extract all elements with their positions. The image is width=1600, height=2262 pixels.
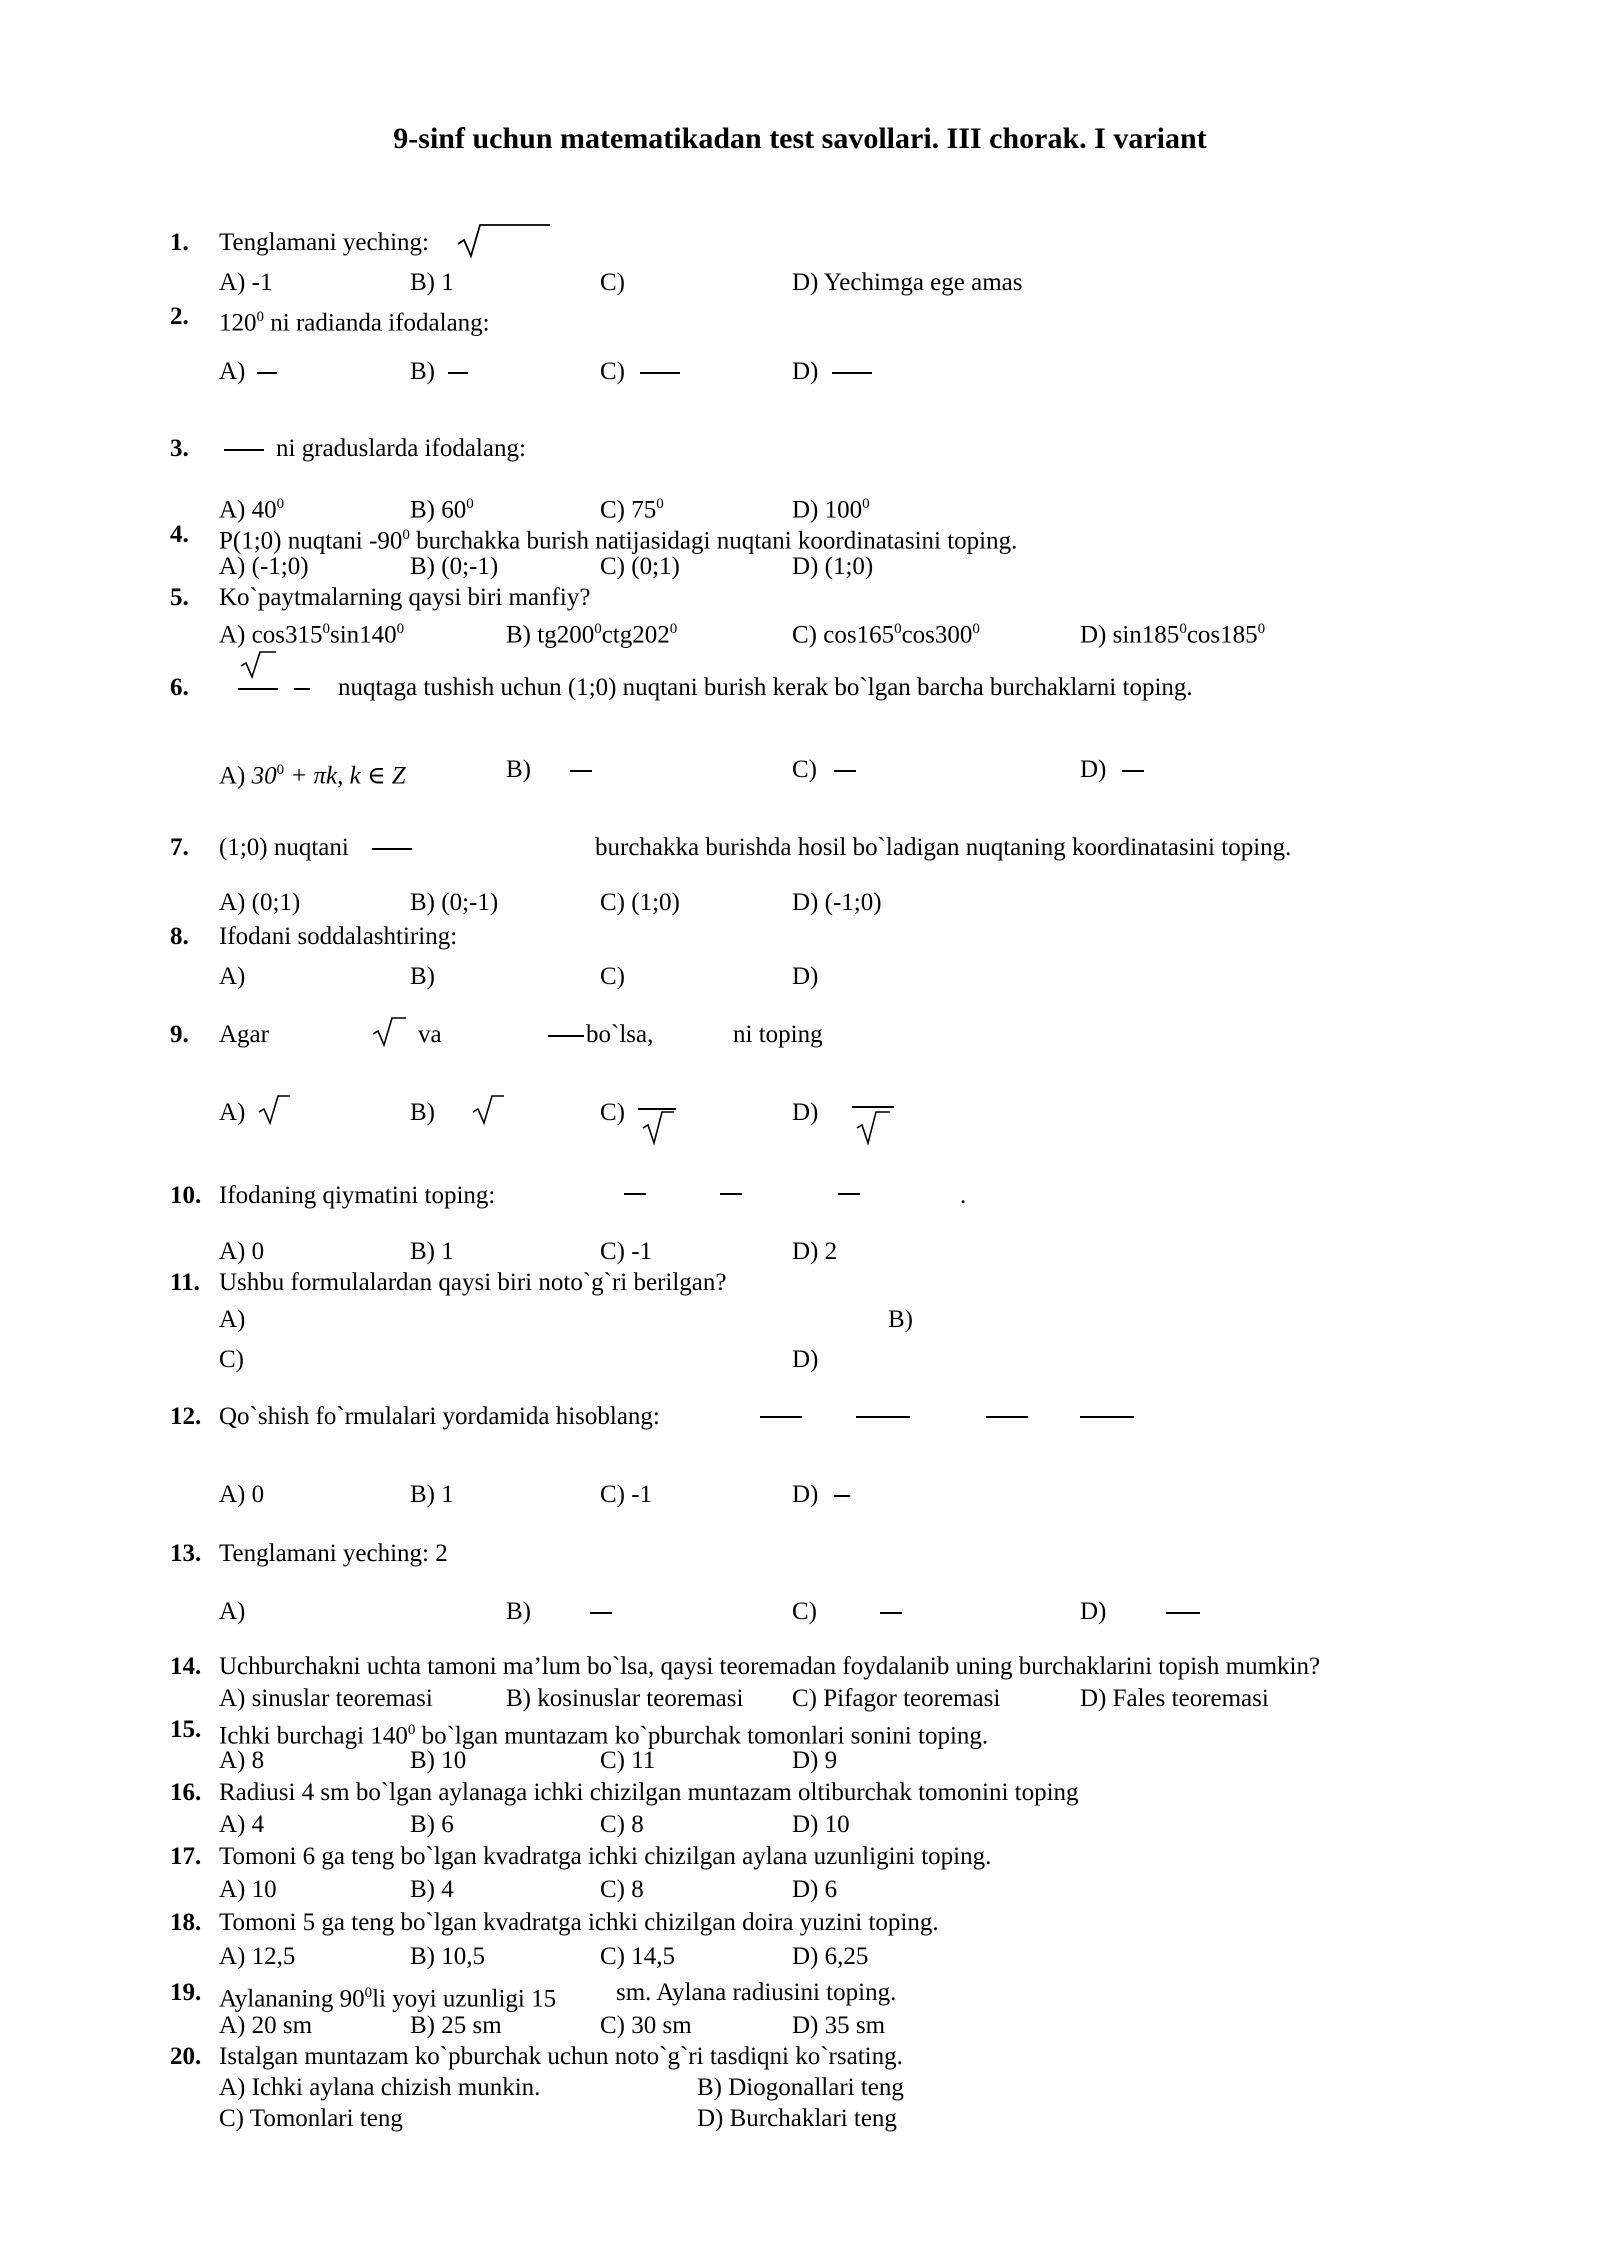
question-number: 4. xyxy=(170,521,189,548)
option-c: C) 8 xyxy=(600,1876,644,1903)
option-a: A) xyxy=(219,963,246,990)
fraction-bar xyxy=(548,1035,584,1037)
question-number: 11. xyxy=(170,1269,200,1296)
option-d: D) Fales teoremasi xyxy=(1080,1685,1269,1712)
fraction-bar xyxy=(856,1416,910,1418)
option-d: D) Yechimga ege amas xyxy=(792,269,1023,296)
option-c: C) (0;1) xyxy=(600,553,680,580)
fraction-bar xyxy=(760,1416,802,1418)
option-a: A) xyxy=(219,1099,246,1126)
option-c: C) 8 xyxy=(600,1811,644,1838)
option-b: B) (0;-1) xyxy=(410,889,499,916)
sqrt-sign xyxy=(642,1110,676,1146)
option-c: C) (1;0) xyxy=(600,889,680,916)
fraction-bar xyxy=(238,688,278,690)
question-number: 15. xyxy=(170,1716,202,1743)
option-d: D) 35 sm xyxy=(792,2012,886,2039)
question-number: 7. xyxy=(170,834,189,861)
question-text: Istalgan muntazam ko`pburchak uchun noto`g`ri tasdiqni ko`rsating. xyxy=(219,2043,903,2070)
fraction-bar xyxy=(986,1416,1028,1418)
option-a: A) 4 xyxy=(219,1811,265,1838)
question-number: 19. xyxy=(170,1979,202,2006)
question-text: Ichki burchagi $140^0$ bo`lgan muntazam ko`pburchak tomonlari sonini toping. xyxy=(219,1722,989,1750)
option-d: D) xyxy=(792,1346,819,1373)
question-text-continued: burchakka burishda hosil bo`ladigan nuqtaning koordinatasini toping. xyxy=(595,834,1292,861)
option-d: D) (-1;0) xyxy=(792,889,882,916)
option-c: C) 11 xyxy=(600,1747,656,1774)
option-a: A) -1 xyxy=(219,269,273,296)
fraction-bar xyxy=(834,1495,850,1497)
sentence-period: . xyxy=(960,1182,967,1209)
option-d: D) xyxy=(1080,756,1107,783)
option-b: B) xyxy=(410,963,435,990)
option-c: C) Pifagor teoremasi xyxy=(792,1685,1001,1712)
question-text: P(1;0) nuqtani $-90^0$ burchakka burish natijasidagi nuqtani koordinatasini toping. xyxy=(219,527,1018,555)
option-b: B) 10,5 xyxy=(410,1943,485,1970)
fraction-bar xyxy=(448,372,468,374)
option-c: C) xyxy=(219,1346,244,1373)
option-b: B) $tg200^0ctg202^0$ xyxy=(506,621,678,649)
fraction-bar xyxy=(834,770,856,772)
option-a: A) sinuslar teoremasi xyxy=(219,1685,433,1712)
option-c: C) -1 xyxy=(600,1481,653,1508)
question-text: Tenglamani yeching: 2 xyxy=(219,1540,448,1567)
option-c: C) $\cos 165^0\cos 300^0$ xyxy=(792,621,980,649)
question-text: Ko`paytmalarning qaysi biri manfiy? xyxy=(219,584,591,611)
question-number: 12. xyxy=(170,1403,202,1430)
question-text: Ifodaning qiymatini toping: xyxy=(219,1182,496,1209)
option-a: A) 10 xyxy=(219,1876,277,1903)
option-a: A) (0;1) xyxy=(219,889,301,916)
question-text: $120^0$ ni radianda ifodalang: xyxy=(219,309,490,337)
fraction-bar xyxy=(880,1612,902,1614)
option-a: A) 12,5 xyxy=(219,1943,296,1970)
option-c: C) 14,5 xyxy=(600,1943,675,1970)
option-d: D) $\sin 185^0\cos 185^0$ xyxy=(1080,621,1266,649)
sqrt-sign xyxy=(240,650,278,680)
option-b: B) (0;-1) xyxy=(410,553,499,580)
question-text: Tomoni 6 ga teng bo`lgan kvadratga ichki chizilgan aylana uzunligini toping. xyxy=(219,1843,992,1870)
option-a: A) xyxy=(219,1306,246,1333)
option-d: D) 6,25 xyxy=(792,1943,869,1970)
option-b: B) 4 xyxy=(410,1876,454,1903)
question-text: Aylananing $90^0li$ yoyi uzunligi 15 xyxy=(219,1985,557,2013)
option-a: A) $30^0 + \pi k$, k ∈ Z xyxy=(219,762,406,790)
option-c: C) xyxy=(600,963,625,990)
option-d: D) xyxy=(792,358,819,385)
question-text: nuqtaga tushish uchun (1;0) nuqtani burish kerak bo`lgan barcha burchaklarni toping. xyxy=(338,674,1193,701)
option-b: B) 10 xyxy=(410,1747,467,1774)
question-text: Tomoni 5 ga teng bo`lgan kvadratga ichki chizilgan doira yuzini toping. xyxy=(219,1909,939,1936)
fraction-bar xyxy=(1080,1416,1134,1418)
question-number: 9. xyxy=(170,1021,189,1048)
option-a: A) $40^0$ xyxy=(219,496,285,524)
fraction-bar xyxy=(624,1193,646,1195)
option-c: C) Tomonlari teng xyxy=(219,2105,403,2132)
fraction-bar xyxy=(257,372,277,374)
question-text: (1;0) nuqtani xyxy=(219,834,349,861)
question-text: Agar xyxy=(219,1021,269,1048)
fraction-bar xyxy=(570,770,592,772)
fraction-bar xyxy=(224,449,264,451)
option-d: D) xyxy=(792,1099,819,1126)
question-number: 13. xyxy=(170,1540,202,1567)
sqrt-sign xyxy=(372,1016,408,1048)
question-text: Radiusi 4 sm bo`lgan aylanaga ichki chizilgan muntazam oltiburchak tomonini toping xyxy=(219,1779,1079,1806)
fraction-bar xyxy=(372,848,412,850)
question-number: 3. xyxy=(170,435,189,462)
question-text-bolsa: bo`lsa, xyxy=(586,1021,654,1048)
question-number: 17. xyxy=(170,1843,202,1870)
question-text: Tenglamani yeching: xyxy=(219,229,429,256)
option-c: C) -1 xyxy=(600,1238,653,1265)
option-d: D) 10 xyxy=(792,1811,850,1838)
question-number: 5. xyxy=(170,584,189,611)
option-a: A) 20 sm xyxy=(219,2012,313,2039)
option-a: A) 8 xyxy=(219,1747,265,1774)
question-text-continued: sm. Aylana radiusini toping. xyxy=(616,1979,897,2006)
sqrt-sign xyxy=(258,1094,292,1126)
fraction-bar xyxy=(838,1193,860,1195)
option-c: C) 30 sm xyxy=(600,2012,692,2039)
option-a: A) xyxy=(219,358,246,385)
fraction-bar xyxy=(294,688,310,690)
option-d: D) xyxy=(792,1481,819,1508)
option-b: B) 1 xyxy=(410,1481,454,1508)
option-d: D) Burchaklari teng xyxy=(697,2105,897,2132)
option-c: C) xyxy=(600,1099,625,1126)
option-b: B) xyxy=(410,1099,435,1126)
question-number: 2. xyxy=(170,303,189,330)
question-number: 10. xyxy=(170,1182,202,1209)
option-a: A) 0 xyxy=(219,1238,265,1265)
option-b: B) $60^0$ xyxy=(410,496,474,524)
question-text: ni graduslarda ifodalang: xyxy=(276,435,526,462)
option-b: B) 1 xyxy=(410,269,454,296)
option-d: D) xyxy=(792,963,819,990)
sqrt-sign xyxy=(856,1110,892,1146)
option-c: C) xyxy=(600,269,625,296)
fraction-bar xyxy=(852,1106,894,1108)
question-text: Qo`shish fo`rmulalari yordamida hisoblang: xyxy=(219,1403,660,1430)
question-text-ni: ni toping xyxy=(733,1021,823,1048)
option-d: D) 6 xyxy=(792,1876,838,1903)
option-a: A) Ichki aylana chizish munkin. xyxy=(219,2074,541,2101)
option-d: D) 2 xyxy=(792,1238,838,1265)
fraction-bar xyxy=(1122,770,1144,772)
page-title: 9-sinf uchun matematikadan test savollari. III chorak. I variant xyxy=(393,122,1207,155)
option-b: B) Diogonallari teng xyxy=(697,2074,904,2101)
option-d: D) $100^0$ xyxy=(792,496,870,524)
option-c: C) $75^0$ xyxy=(600,496,664,524)
question-number: 20. xyxy=(170,2043,202,2070)
question-number: 8. xyxy=(170,923,189,950)
sqrt-sign xyxy=(456,222,552,260)
question-number: 6. xyxy=(170,674,189,701)
sqrt-sign xyxy=(472,1094,506,1126)
fraction-bar xyxy=(720,1193,742,1195)
question-number: 14. xyxy=(170,1653,202,1680)
option-c: C) xyxy=(792,1598,817,1625)
option-a: A) xyxy=(219,1598,246,1625)
option-b: B) kosinuslar teoremasi xyxy=(506,1685,744,1712)
question-number: 16. xyxy=(170,1779,202,1806)
option-c: C) xyxy=(600,358,625,385)
fraction-bar xyxy=(590,1612,612,1614)
option-a: A) $\cos 315^0\sin 140^0$ xyxy=(219,621,405,649)
question-text: Uchburchakni uchta tamoni ma’lum bo`lsa, qaysi teoremadan foydalanib uning burchaklarini topish mumkin? xyxy=(219,1653,1321,1680)
option-b: B) xyxy=(888,1306,913,1333)
question-text-va: va xyxy=(418,1021,442,1048)
option-b: B) xyxy=(410,358,435,385)
fraction-bar xyxy=(832,372,872,374)
option-d: D) 9 xyxy=(792,1747,838,1774)
option-b: B) xyxy=(506,756,531,783)
question-text: Ifodani soddalashtiring: xyxy=(219,923,458,950)
option-a: A) 0 xyxy=(219,1481,265,1508)
fraction-bar xyxy=(1166,1612,1200,1614)
question-number: 1. xyxy=(170,229,189,256)
option-d: D) (1;0) xyxy=(792,553,874,580)
option-c: C) xyxy=(792,756,817,783)
fraction-bar xyxy=(640,372,680,374)
option-b: B) 25 sm xyxy=(410,2012,502,2039)
question-text: Ushbu formulalardan qaysi biri noto`g`ri berilgan? xyxy=(219,1269,727,1296)
option-b: B) 1 xyxy=(410,1238,454,1265)
question-number: 18. xyxy=(170,1909,202,1936)
option-b: B) 6 xyxy=(410,1811,454,1838)
option-d: D) xyxy=(1080,1598,1107,1625)
option-b: B) xyxy=(506,1598,531,1625)
option-a: A) (-1;0) xyxy=(219,553,309,580)
